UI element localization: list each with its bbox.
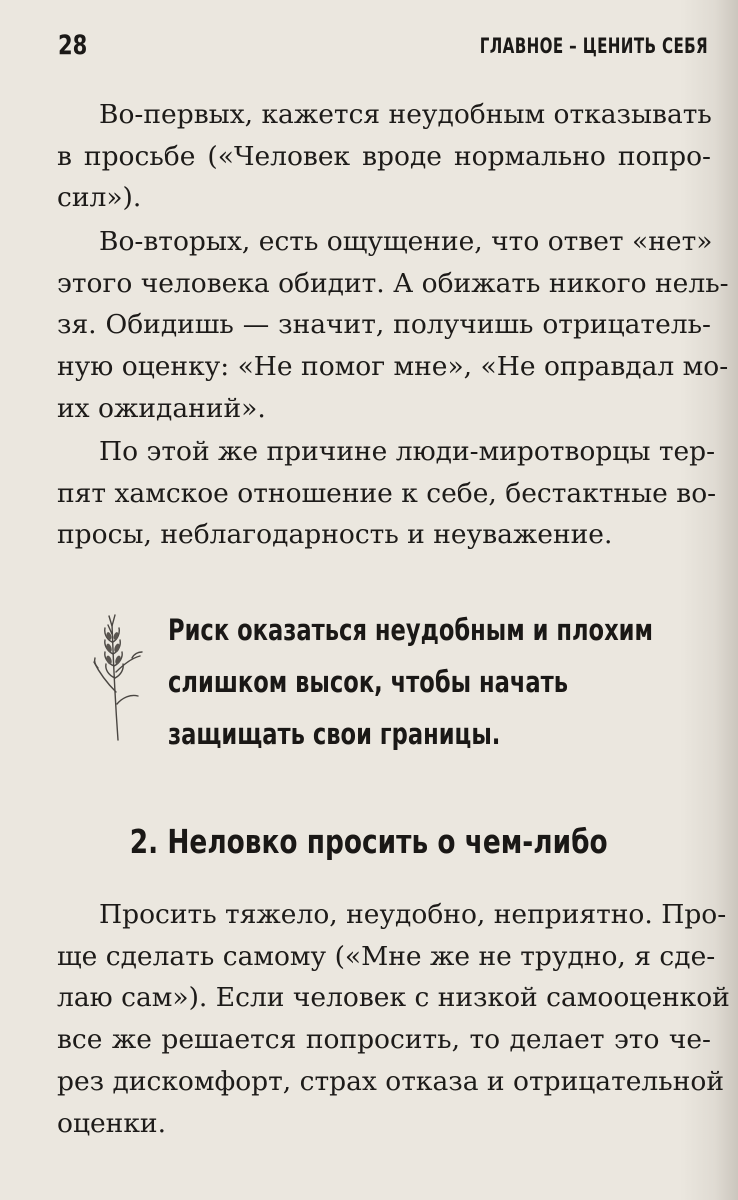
section-heading-text: 2. Неловко просить о чем-либо (130, 822, 608, 861)
callout-line: защищать свои границы. (168, 717, 501, 751)
callout-block (88, 604, 654, 774)
section-paragraph (57, 894, 730, 1144)
text-line: рез дискомфорт, страх отказа и отрицательной (57, 1065, 724, 1097)
text-line: зя. Обидишь — значит, получишь отрицатель- (57, 309, 711, 341)
text-line: этого человека обидит. А обижать никого нель- (57, 267, 729, 299)
running-head (58, 30, 708, 64)
text-line: ще сделать самому («Мне же не трудно, я сде- (57, 940, 716, 972)
page-number: 28 (58, 30, 88, 61)
text-line: По этой же причине люди-миротворцы тер- (99, 436, 716, 467)
text-line: Во-первых, кажется неудобным отказывать (99, 99, 712, 130)
paragraph-3 (57, 431, 717, 556)
paragraph-2 (57, 221, 729, 430)
text-line: оценки. (57, 1107, 166, 1139)
text-line: лаю сам»). Если человек с низкой самооценкой (57, 982, 730, 1014)
text-line: ную оценку: «Не помог мне», «Не оправдал мо- (57, 351, 729, 383)
callout-line: Риск оказаться неудобным и плохим (168, 613, 654, 647)
text-line: все же решается попросить, то делает это че- (57, 1024, 711, 1056)
text-line: в просьбе («Человек вроде нормально попро- (57, 140, 711, 172)
text-line: пят хамское отношение к себе, бестактные во- (57, 477, 717, 509)
text-line: просы, неблагодарность и неуважение. (57, 519, 613, 551)
chapter-title: ГЛАВНОЕ – ЦЕНИТЬ СЕБЯ (479, 34, 708, 58)
paragraph-1 (57, 94, 711, 219)
wheat-icon (88, 612, 148, 742)
section-heading (0, 822, 738, 861)
text-line: Во-вторых, есть ощущение, что ответ «нет» (99, 226, 713, 257)
text-line: сил»). (57, 182, 142, 214)
callout-line: слишком высок, чтобы начать (168, 665, 569, 699)
callout-text (168, 604, 738, 760)
text-line: Просить тяжело, неудобно, неприятно. Про- (99, 899, 727, 930)
text-line: их ожиданий». (57, 392, 266, 424)
